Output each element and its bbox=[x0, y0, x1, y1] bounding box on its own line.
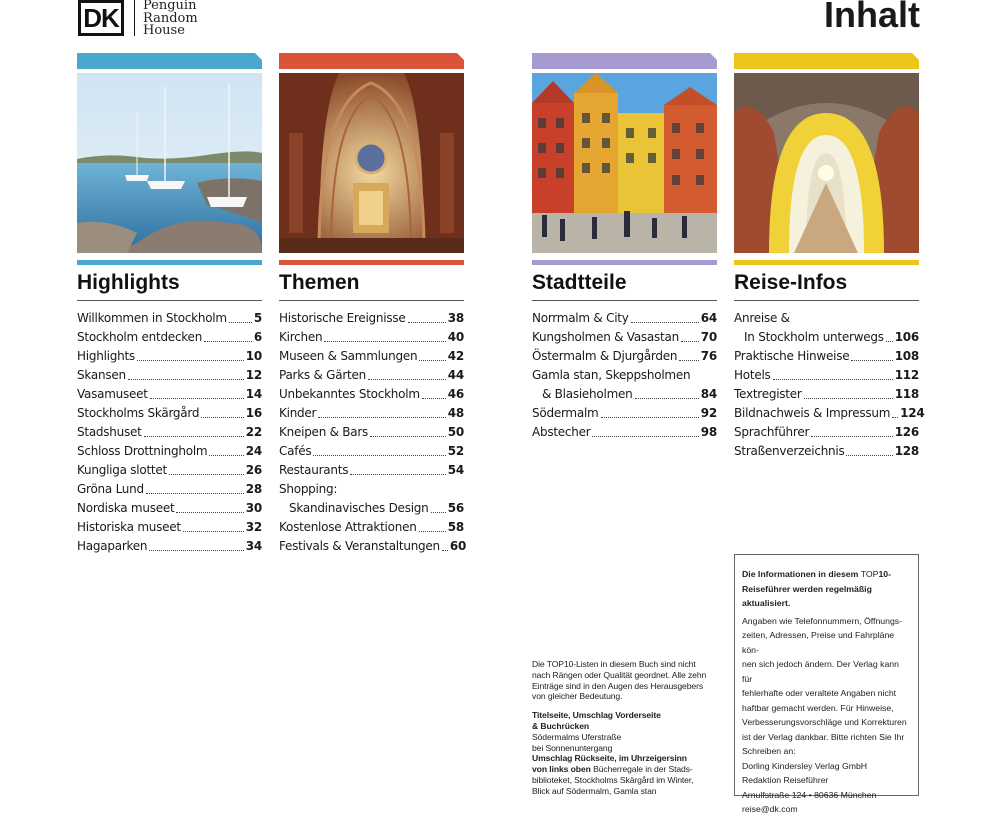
toc-entry[interactable]: Cafés 52 bbox=[279, 444, 464, 458]
toc-entry[interactable]: Kinder 48 bbox=[279, 406, 464, 420]
section-underline bbox=[77, 300, 262, 301]
section-title: Themen bbox=[279, 271, 360, 294]
publisher-logo bbox=[78, 0, 198, 38]
section-color-tab bbox=[77, 53, 262, 69]
section-color-tab bbox=[532, 53, 717, 69]
toc-entry[interactable]: Festivals & Veranstaltungen 60 bbox=[279, 539, 467, 553]
section-title: Highlights bbox=[77, 271, 180, 294]
toc-entry[interactable]: Anreise & In Stockholm unterwegs 106 bbox=[734, 311, 919, 344]
toc-entry[interactable]: Highlights 10 bbox=[77, 349, 262, 363]
section-underline bbox=[734, 300, 919, 301]
toc-entry[interactable]: Restaurants 54 bbox=[279, 463, 464, 477]
toc-entry[interactable]: Hotels 112 bbox=[734, 368, 919, 382]
toc-entry[interactable]: Sprachführer 126 bbox=[734, 425, 919, 439]
section-color-rule bbox=[279, 260, 464, 265]
top10-footnote: Die TOP10-Listen in diesem Buch sind nicht nach Rängen oder Qualität geordnet. Alle zehn Einträge sind in den Augen des Herausgebers von gleicher Bedeutung. Titelseite, Umschlag Vorderseite & Buchrücken Södermalms Uferstraße bei Sonnenuntergang Umschlag Rückseite, im Uhrzeigersinn von links oben Bücherregale in der Stads- biblioteket, Stockholms Skärgård im Winter, Blick auf Södermalm, Gamla stan bbox=[532, 659, 717, 797]
gamla-stan-houses-photo bbox=[532, 73, 717, 253]
toc-entry[interactable]: Södermalm 92 bbox=[532, 406, 717, 420]
toc-entry[interactable]: Abstecher 98 bbox=[532, 425, 717, 439]
dk-logo bbox=[78, 0, 124, 36]
toc-entry[interactable]: Kungliga slottet 26 bbox=[77, 463, 262, 477]
section-highlights bbox=[77, 53, 262, 556]
section-underline bbox=[532, 300, 717, 301]
toc-entry[interactable]: Kirchen 40 bbox=[279, 330, 464, 344]
toc-entry[interactable]: Stockholm entdecken 6 bbox=[77, 330, 262, 344]
toc-entry[interactable]: Hagaparken 34 bbox=[77, 539, 262, 553]
toc-entry[interactable]: Straßenverzeichnis 128 bbox=[734, 444, 919, 458]
section-color-rule bbox=[532, 260, 717, 265]
section-stadtteile bbox=[532, 53, 717, 442]
toc-entry[interactable]: Bildnachweis & Impressum 124 bbox=[734, 406, 925, 420]
cover-credit-heading: Titelseite, Umschlag Vorderseite bbox=[532, 710, 661, 721]
dk-logo-text: DK bbox=[83, 2, 119, 33]
section-title: Reise-Infos bbox=[734, 271, 848, 294]
toc-entry[interactable]: Museen & Sammlungen 42 bbox=[279, 349, 464, 363]
toc-entry[interactable]: Gröna Lund 28 bbox=[77, 482, 262, 496]
toc-entry[interactable]: Shopping: Skandinavisches Design 56 bbox=[279, 482, 464, 515]
toc-list bbox=[279, 309, 467, 556]
toc-entry[interactable]: Textregister 118 bbox=[734, 387, 919, 401]
section-color-tab bbox=[734, 53, 919, 69]
back-cover-credit-heading: Umschlag Rückseite, im Uhrzeigersinn bbox=[532, 753, 687, 764]
toc-entry[interactable]: Historische Ereignisse 38 bbox=[279, 311, 464, 325]
penguin-random-house-wordmark: Penguin Random House bbox=[143, 0, 198, 38]
toc-entry[interactable]: Stockholms Skärgård 16 bbox=[77, 406, 262, 420]
toc-entry[interactable]: Unbekanntes Stockholm 46 bbox=[279, 387, 464, 401]
toc-list bbox=[734, 309, 925, 461]
logo-divider bbox=[134, 0, 135, 36]
toc-entry[interactable]: Gamla stan, Skeppsholmen & Blasieholmen 84 bbox=[532, 368, 717, 401]
church-interior-photo bbox=[279, 73, 464, 253]
section-reise-infos bbox=[734, 53, 925, 461]
toc-entry[interactable]: Schloss Drottningholm 24 bbox=[77, 444, 262, 458]
sailboats-archipelago-photo bbox=[77, 73, 262, 253]
toc-entry[interactable]: Kungsholmen & Vasastan 70 bbox=[532, 330, 717, 344]
page-title: Inhalt bbox=[824, 0, 920, 35]
toc-entry[interactable]: Kostenlose Attraktionen 58 bbox=[279, 520, 464, 534]
contact-email-link[interactable]: reise@dk.com bbox=[742, 804, 798, 814]
section-color-rule bbox=[77, 260, 262, 265]
section-title: Stadtteile bbox=[532, 271, 627, 294]
toc-entry[interactable]: Nordiska museet 30 bbox=[77, 501, 262, 515]
toc-entry[interactable]: Willkommen in Stockholm 5 bbox=[77, 311, 262, 325]
metro-station-tunnel-photo bbox=[734, 73, 919, 253]
toc-entry[interactable]: Historiska museet 32 bbox=[77, 520, 262, 534]
toc-entry[interactable]: Stadshuset 22 bbox=[77, 425, 262, 439]
section-color-tab bbox=[279, 53, 464, 69]
section-color-rule bbox=[734, 260, 919, 265]
section-underline bbox=[279, 300, 464, 301]
update-notice-box: Die Informationen in diesem TOP10- Reiseführer werden regelmäßig aktualisiert. Angaben wie Telefonnummern, Öffnungs- zeiten, Adressen, Preise und Fahrpläne kön- nen sich jedoch ändern. Der Verlag kann für fehlerhafte oder veraltete Angaben nicht haftbar gemacht werden. Für Hinweise, Verbesserungsvorschläge und Korrekturen ist der Verlag dankbar. Bitte richten Sie Ihr Schreiben an: Dorling Kindersley Verlag GmbH Redaktion Reiseführer Arnulfstraße 124 • 80636 München reise@dk.com bbox=[734, 554, 919, 796]
toc-entry[interactable]: Östermalm & Djurgården 76 bbox=[532, 349, 717, 363]
toc-entry[interactable]: Kneipen & Bars 50 bbox=[279, 425, 464, 439]
toc-entry[interactable]: Skansen 12 bbox=[77, 368, 262, 382]
toc-entry[interactable]: Parks & Gärten 44 bbox=[279, 368, 464, 382]
toc-entry[interactable]: Praktische Hinweise 108 bbox=[734, 349, 919, 363]
toc-list bbox=[532, 309, 717, 442]
section-themen bbox=[279, 53, 467, 556]
update-notice-heading: Die Informationen in diesem TOP10- Reiseführer werden regelmäßig aktualisiert. bbox=[742, 569, 892, 608]
toc-list bbox=[77, 309, 262, 556]
toc-entry[interactable]: Vasamuseet 14 bbox=[77, 387, 262, 401]
toc-entry[interactable]: Norrmalm & City 64 bbox=[532, 311, 717, 325]
